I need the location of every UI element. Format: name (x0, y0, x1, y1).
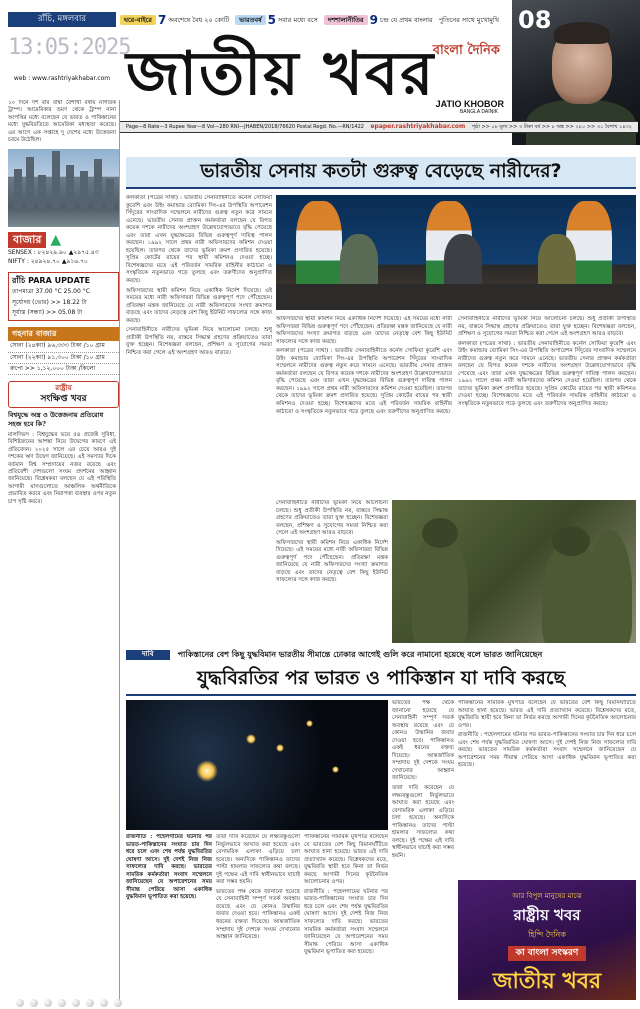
kicker-text: পাকিস্তানের বেশ কিছু যুদ্ধবিমান ভারতীয় সীমান্তে ঢোকার আগেই গুলি করে নামানো হয়েছে বলে ভারত জানিয়েছেন (177, 649, 543, 659)
ad-logo: জাতীয় খবর (492, 968, 602, 994)
registration-marks (16, 999, 122, 1007)
story2-text: পাকিস্তানের সামরিক মুখপাত্র বলেছেন যে ভারতের বেশ কিছু বিমানঘাঁটিতে আঘাত হানা হয়েছে। ভারত এই দাবি প্রত্যাখ্যান করেছে। বিশ্লেষকদের মতে, যুদ্ধবিরতি স্থায়ী হবে কিনা তা নির্ভর করছে আগামী দিনের কূটনৈতিক আলোচনার ওপর। (304, 834, 388, 886)
info-bar (120, 121, 638, 133)
sensex-line: SENSEX : ৮২৪২৯.৯০ ▲২৯৭৫.৪৩ (8, 249, 99, 257)
market-header (8, 231, 119, 250)
story1-column-2 (276, 316, 452, 496)
epaper-link[interactable]: epaper.rashtriyakhabar.com (370, 122, 466, 130)
masthead-english: JATIO KHOBOR (435, 99, 504, 109)
weather-row: সূর্যোদয় (ভোর) >> 18.22 টা (12, 298, 87, 306)
brief-news-badge (8, 381, 119, 409)
teaser-page-number: 7 (157, 12, 167, 27)
city-skyline-photo (8, 149, 119, 227)
brief-tag: রাষ্ট্রীয় (55, 383, 72, 392)
story1-text: অফিসারদের স্থায়ী কমিশন নিয়ে একাধিক নির্দেশ দিয়েছে। এই সময়ের মধ্যে নারী অফিসাররা বিভিন্ন গুরুত্বপূর্ণ পদে পৌঁছেছেন। প্রতিরক্ষা মন্ত্রক জানিয়েছে যে নারী অফিসারদের সংখ্যা ক্রমাগত বাড়ছে এবং তাদের নেতৃত্বে বেশ কিছু ইউনিট সাফল্যের সঙ্গে কাজ করছে। (126, 287, 272, 324)
teaser-text: চন্দ্র যে প্রথম বাংলার (379, 15, 433, 24)
gold-row: সোনা (২৪ক্যা) ৯৬,৩৩৩ টাকা /১০ গ্রাম (8, 341, 119, 352)
gold-row: রুপো >> ১,১২,০০০ টাকা /কিলো (8, 364, 119, 375)
story2-text: তারা দাবি করেছেন যে লক্ষ্যবস্তুগুলো নির্ভুলভাবে আঘাত করা হয়েছে এবং বেসামরিক এলাকা এড়িয়ে চলা হয়েছে। অন্যদিকে পাকিস্তানও তাদের পাল্টা হামলার সাফল্যের কথা বলছে। দুই পক্ষের এই দাবি স্বাধীনভাবে যাচাই করা সম্ভব হয়নি। (216, 834, 300, 886)
issue-date: 13:05:2025 (8, 35, 131, 61)
teaser-item[interactable] (235, 12, 318, 28)
light-dot (276, 744, 284, 752)
teaser-label: ঘরে-বাইরে (120, 15, 156, 26)
website-link[interactable]: web : www.rashtriyakhabar.com (13, 75, 111, 83)
light-dot (246, 734, 256, 744)
helmet (552, 526, 590, 556)
story2-text: ভারতের পক্ষ থেকে জানানো হয়েছে যে সেনাবাহিনী সম্পূর্ণ সতর্ক অবস্থায় রয়েছে এবং যে কোনও উস্কানির জবাব দেওয়া হবে। পাকিস্তানও একই ধরনের বক্তব্য দিয়েছে। আন্তর্জাতিক সম্প্রদায় দুই দেশকে সংযম দেখানোর আহ্বান জানিয়েছে। (392, 700, 454, 782)
ad-line: আর বিপুল মানুষের মাঝে (512, 892, 582, 900)
story1-text: কলকাতা (পত্রের সাথা) : ভারতীয় সেনাবাহিনীতে কর্নেল সোফিয়া কুরেশি এবং উইং কমান্ডার ব্যোমিকা সিং-এর উপস্থিতি অপারেশন সিঁদুরের সাংবাদিক সম্মেলনে নারীদের গুরুত্ব নতুন করে সামনে এনেছে। ভারতীয় সেনার প্রাক্তন কর্মকর্তারা বলছেন যে বিগত কয়েক দশকে নারীদের অংশগ্রহণ উল্লেখযোগ্যভাবে বৃদ্ধি পেয়েছে এবং তারা এখন যুদ্ধক্ষেত্রের বিভিন্ন গুরুত্বপূর্ণ দায়িত্ব পালন করছেন। ১৯৯২ সালে প্রথম নারী অফিসারদের কমিশন দেওয়া হয়েছিল। তারপর থেকে তাদের ভূমিকা ক্রমশ প্রসারিত হয়েছে। সুপ্রিম কোর্টের রায়ের পর স্থায়ী কমিশনও দেওয়া হচ্ছে। বিশেষজ্ঞদের মতে এই পরিবর্তন সামরিক বাহিনীর কাঠামো ও সংস্কৃতিকে নতুনভাবে গড়ে তুলছে এবং তরুণীদের অনুপ্রাণিত করছে। (276, 348, 452, 415)
registration-info: Page—8 Rate—3 Rupee Year—8 Vol—280 RNI—JHABEN/2018/76620 Postal Regd. No.—RN/1422 (126, 123, 364, 130)
story2-text: রাজনীতি : পহেলগামের ঘটনার পর ভারত-পাকিস্তানের সংঘাত চার দিন ধরে চলে এবং শেষ পর্যন্ত যুদ্ধবিরতির ঘোষণা আসে। দুই দেশই নিজ নিজ সাফল্যের দাবি করছে। ভারতের সামরিক কর্মকর্তারা সংবাদ সম্মেলনে জানিয়েছেন যে অপারেশনের সময় সীমান্ত পেরিয়ে আসা একাধিক যুদ্ধবিমান ভূপাতিত করা হয়েছে। (458, 732, 636, 769)
press-conference-photo (276, 195, 636, 310)
brief-headline: বিশ্বযুদ্ধে অস্ত্র ও উত্তেজনায় প্রতিরোধ সহজ হবে কি? (8, 411, 104, 429)
helmet (422, 518, 458, 548)
soldier (588, 530, 632, 643)
teaser-item[interactable] (324, 12, 433, 28)
ad-line: কা বাংলা সংস্করণ (508, 946, 587, 960)
page-number: 08 (518, 6, 552, 34)
ad-brand: রাষ্ট্রীয় খবর (513, 906, 581, 925)
desk (276, 284, 636, 310)
story1-text: অফিসারদের স্থায়ী কমিশন নিয়ে একাধিক নির্দেশ দিয়েছে। এই সময়ের মধ্যে নারী অফিসাররা বিভিন্ন গুরুত্বপূর্ণ পদে পৌঁছেছেন। প্রতিরক্ষা মন্ত্রক জানিয়েছে যে নারী অফিসারদের সংখ্যা ক্রমাগত বাড়ছে এবং তাদের নেতৃত্বে বেশ কিছু ইউনিট সাফল্যের সঙ্গে কাজ করছে। (276, 539, 388, 584)
teaser-item[interactable] (439, 16, 499, 25)
masthead-subtitle: বাংলা দৈনিক (432, 43, 500, 58)
price-info: পৃষ্ঠা >> ০৮ মূল্য >> ৩ টাকা বর্ষ >> ৮ অঙ্ক >> ২৮০ >> ৩১ বৈশাখ ১৪৩২ (471, 123, 632, 130)
story2-text: পাকিস্তানের সামরিক মুখপাত্র বলেছেন যে ভারতের বেশ কিছু বিমানঘাঁটিতে আঘাত হানা হয়েছে। ভারত এই দাবি প্রত্যাখ্যান করেছে। বিশ্লেষকদের মতে, যুদ্ধবিরতি স্থায়ী হবে কিনা তা নির্ভর করছে আগামী দিনের কূটনৈতিক আলোচনার ওপর। (458, 700, 636, 729)
market-up-icon: ▲ (50, 231, 62, 248)
story2-column-2 (216, 834, 300, 1004)
story2-kicker (126, 648, 636, 662)
story2-text: ভারতের পক্ষ থেকে জানানো হয়েছে যে সেনাবাহিনী সম্পূর্ণ সতর্ক অবস্থায় রয়েছে এবং যে কোনও উস্কানির জবাব দেওয়া হবে। পাকিস্তানও একই ধরনের বক্তব্য দিয়েছে। আন্তর্জাতিক সম্প্রদায় দুই দেশকে সংযম দেখানোর আহ্বান জানিয়েছে। (216, 888, 300, 941)
story1-text: কলকাতা (পত্রের সাথা) : ভারতীয় সেনাবাহিনীতে কর্নেল সোফিয়া কুরেশি এবং উইং কমান্ডার ব্যোমিকা সিং-এর উপস্থিতি অপারেশন সিঁদুরের সাংবাদিক সম্মেলনে নারীদের গুরুত্ব নতুন করে সামনে এনেছে। ভারতীয় সেনার প্রাক্তন কর্মকর্তারা বলছেন যে বিগত কয়েক দশকে নারীদের অংশগ্রহণ উল্লেখযোগ্যভাবে বৃদ্ধি পেয়েছে এবং তারা এখন যুদ্ধক্ষেত্রের বিভিন্ন গুরুত্বপূর্ণ দায়িত্ব পালন করছেন। ১৯৯২ সালে প্রথম নারী অফিসারদের কমিশন দেওয়া হয়েছিল। তারপর থেকে তাদের ভূমিকা ক্রমশ প্রসারিত হয়েছে। সুপ্রিম কোর্টের রায়ের পর স্থায়ী কমিশনও দেওয়া হচ্ছে। বিশেষজ্ঞদের মতে এই পরিবর্তন সামরিক বাহিনীর কাঠামো ও সংস্কৃতিকে নতুনভাবে গড়ে তুলছে এবং তরুণীদের অনুপ্রাণিত করছে। (126, 195, 272, 285)
story1-column-1 (126, 195, 272, 640)
teaser-label: ভারতবর্ষ (235, 15, 265, 26)
story1-headline[interactable]: ভারতীয় সেনায় কতটা গুরুত্ব বেড়েছে নারীদের? (126, 157, 636, 189)
story1-text: অফিসারদের স্থায়ী কমিশন নিয়ে একাধিক নির্দেশ দিয়েছে। এই সময়ের মধ্যে নারী অফিসাররা বিভিন্ন গুরুত্বপূর্ণ পদে পৌঁছেছেন। প্রতিরক্ষা মন্ত্রক জানিয়েছে যে নারী অফিসারদের সংখ্যা ক্রমাগত বাড়ছে এবং তাদের নেতৃত্বে বেশ কিছু ইউনিট সাফল্যের সঙ্গে কাজ করছে। (276, 316, 452, 345)
teaser-page-number: 5 (267, 12, 277, 27)
brief-body: মালদিভস : বিশ্বযুদ্ধের ভয়ে ৫৪ প্রজেক্ট সুবিধা, বিশিষ্টজনের আশঙ্কা নিয়ে উদ্বেগের কারণে এই প্রতিবেদন। ২০২৫ সালে এর চেয়ে আরও দুই দশকের ঋণ উদ্বেগ জানিয়েছে। এই সমস্যার দিকে বর্তমান বিশ্ব সম্প্রদায়ের নজর রয়েছে এবং প্রতিবেশী দেশগুলো সংযম প্রদর্শনের আহ্বান জানিয়েছে। বিশ্লেষকরা বলছেন যে এই পরিস্থিতি আগামী মাসগুলোতে আঞ্চলিক অর্থনীতিকে প্রভাবিত করবে এবং নিরাপত্তা ব্যবস্থার ওপর নতুন চাপ সৃষ্টি করবে। (8, 431, 116, 505)
masthead (120, 30, 510, 120)
story2-text: তারা দাবি করেছেন যে লক্ষ্যবস্তুগুলো নির্ভুলভাবে আঘাত করা হয়েছে এবং বেসামরিক এলাকা এড়িয়ে চলা হয়েছে। অন্যদিকে পাকিস্তানও তাদের পাল্টা হামলার সাফল্যের কথা বলছে। দুই পক্ষের এই দাবি স্বাধীনভাবে যাচাই করা সম্ভব হয়নি। (392, 785, 454, 859)
weather-title: রাঁচি PARA UPDATE (12, 275, 91, 285)
date-box (8, 12, 131, 92)
kicker-tag: দাবি (126, 650, 170, 659)
story1-text: সেনাবাহিনীতে নারীদের ভূমিকা নিয়ে আলোচনা চলছে। শুধু প্রতীকী উপস্থিতি নয়, বাস্তবে সিদ্ধান্ত গ্রহণের প্রক্রিয়াতেও তারা যুক্ত হচ্ছেন। বিশেষজ্ঞরা বলছেন, প্রশিক্ষণ ও সুযোগের সমতা নিশ্চিত করা গেলে এই অংশগ্রহণ আরও বাড়বে। (276, 500, 388, 537)
teaser-text: সবার মধ্যে বসে (278, 15, 318, 24)
story2-column-right (392, 700, 454, 1000)
sidebar-intro: ১০ দিনে দশ বার বাম্বা বৈশাখী বর্ষায় নাগরিক ট্রাম্প। আমেরিকার ভ্রমণ থেকে ট্রাম্প নানা আপত্তির মধ্যে বলেছেন যে ভারত ও পাকিস্তানের মধ্যে যুদ্ধবিরতিতে আমেরিকা মধ্যস্থতা করেছে। এর আগে এক সপ্তাহে দু দেশের মধ্যে উত্তেজনা চরমে উঠেছিল। (8, 100, 116, 144)
story2-headline[interactable]: যুদ্ধবিরতির পর ভারত ও পাকিস্তান যা দাবি করছে (126, 664, 636, 696)
story1-column-3 (458, 316, 636, 496)
story1-text: সেনাবাহিনীতে নারীদের ভূমিকা নিয়ে আলোচনা চলছে। শুধু প্রতীকী উপস্থিতি নয়, বাস্তবে সিদ্ধান্ত গ্রহণের প্রক্রিয়াতেও তারা যুক্ত হচ্ছেন। বিশেষজ্ঞরা বলছেন, প্রশিক্ষণ ও সুযোগের সমতা নিশ্চিত করা গেলে এই অংশগ্রহণ আরও বাড়বে। (458, 316, 636, 338)
place-day: রাঁচি, মঙ্গলবার (8, 12, 116, 27)
night-sky-photo (126, 700, 388, 830)
gold-title: গহনার বাজার (8, 327, 119, 342)
teaser-strip (120, 10, 510, 30)
story2-text: রাজনীতি : পহেলগামের ঘটনার পর ভারত-পাকিস্তানের সংঘাত চার দিন ধরে চলে এবং শেষ পর্যন্ত যুদ্ধবিরতির ঘোষণা আসে। দুই দেশই নিজ নিজ সাফল্যের দাবি করছে। ভারতের সামরিক কর্মকর্তারা সংবাদ সম্মেলনে জানিয়েছেন যে অপারেশনের সময় সীমান্ত পেরিয়ে আসা একাধিক যুদ্ধবিমান ভূপাতিত করা হয়েছে। (304, 888, 388, 956)
story1-column-4 (276, 500, 388, 643)
weather-box (8, 272, 119, 321)
gold-market-box (8, 327, 119, 375)
story1-text: কলকাতা (পত্রের সাথা) : ভারতীয় সেনাবাহিনীতে কর্নেল সোফিয়া কুরেশি এবং উইং কমান্ডার ব্যোমিকা সিং-এর উপস্থিতি অপারেশন সিঁদুরের সাংবাদিক সম্মেলনে নারীদের গুরুত্ব নতুন করে সামনে এনেছে। ভারতীয় সেনার প্রাক্তন কর্মকর্তারা বলছেন যে বিগত কয়েক দশকে নারীদের অংশগ্রহণ উল্লেখযোগ্যভাবে বৃদ্ধি পেয়েছে এবং তারা এখন যুদ্ধক্ষেত্রের বিভিন্ন গুরুত্বপূর্ণ দায়িত্ব পালন করছেন। ১৯৯২ সালে প্রথম নারী অফিসারদের কমিশন দেওয়া হয়েছিল। তারপর থেকে তাদের ভূমিকা ক্রমশ প্রসারিত হয়েছে। সুপ্রিম কোর্টের রায়ের পর স্থায়ী কমিশনও দেওয়া হচ্ছে। বিশেষজ্ঞদের মতে এই পরিবর্তন সামরিক বাহিনীর কাঠামো ও সংস্কৃতিকে নতুনভাবে গড়ে তুলছে এবং তরুণীদের অনুপ্রাণিত করছে। (458, 340, 636, 408)
soldiers-photo (392, 500, 636, 643)
weather-row: তাপমাত্রা 37.00 °C 25.00 °C (12, 288, 90, 296)
story2-column-1 (126, 834, 212, 1004)
story1-text: সেনাবাহিনীতে নারীদের ভূমিকা নিয়ে আলোচনা চলছে। শুধু প্রতীকী উপস্থিতি নয়, বাস্তবে সিদ্ধান্ত গ্রহণের প্রক্রিয়াতেও তারা যুক্ত হচ্ছেন। বিশেষজ্ঞরা বলছেন, প্রশিক্ষণ ও সুযোগের সমতা নিশ্চিত করা গেলে এই অংশগ্রহণ আরও বাড়বে। (126, 327, 272, 356)
masthead-english-sub: BANGLA DAINIK (459, 109, 498, 115)
light-dot (306, 720, 313, 727)
flag (296, 201, 342, 291)
light-dot (196, 760, 218, 782)
teaser-text: পুতিনের সাথে মুখোমুখি (438, 15, 500, 24)
brief-title: সংক্ষিপ্ত খবর (40, 394, 87, 405)
teaser-page-number: 9 (369, 12, 378, 27)
market-title: বাজার (8, 232, 46, 249)
weather-row: সূর্যাস্ত (সন্ধ্যা) >> 05.08 টা (12, 308, 83, 316)
teaser-text: অবশেষে বৈধ ২০ কোটি (168, 15, 230, 24)
story2-text: রাজনীতি : পহেলগামের ঘটনার পর ভারত-পাকিস্তানের সংঘাত চার দিন ধরে চলে এবং শেষ পর্যন্ত যুদ্ধবিরতির ঘোষণা আসে। দুই দেশই নিজ নিজ সাফল্যের দাবি করছে। ভারতের সামরিক কর্মকর্তারা সংবাদ সম্মেলনে জানিয়েছেন যে অপারেশনের সময় সীমান্ত পেরিয়ে আসা একাধিক যুদ্ধবিমান ভূপাতিত করা হয়েছে। (126, 834, 212, 901)
nifty-line: NIFTY : ২৪৯২৪.৭০ ▲৯১৬.৭০ (8, 257, 88, 265)
photo-hair (554, 22, 610, 44)
story2-column-far-right (458, 700, 636, 876)
teaser-label: দশশালানীতির (324, 15, 368, 26)
newspaper-advert[interactable] (458, 880, 636, 1000)
ad-line: হিন্দি দৈনিক (528, 929, 566, 939)
gold-row: সোনা (২২ক্যা) ৯১,৩০০ টাকা /১০ গ্রাম (8, 353, 119, 364)
light-dot (332, 766, 339, 773)
masthead-title: জাতীয় খবর (126, 39, 436, 109)
story2-column-3 (304, 834, 388, 1004)
left-sidebar (8, 100, 120, 1000)
teaser-item[interactable] (120, 12, 229, 28)
